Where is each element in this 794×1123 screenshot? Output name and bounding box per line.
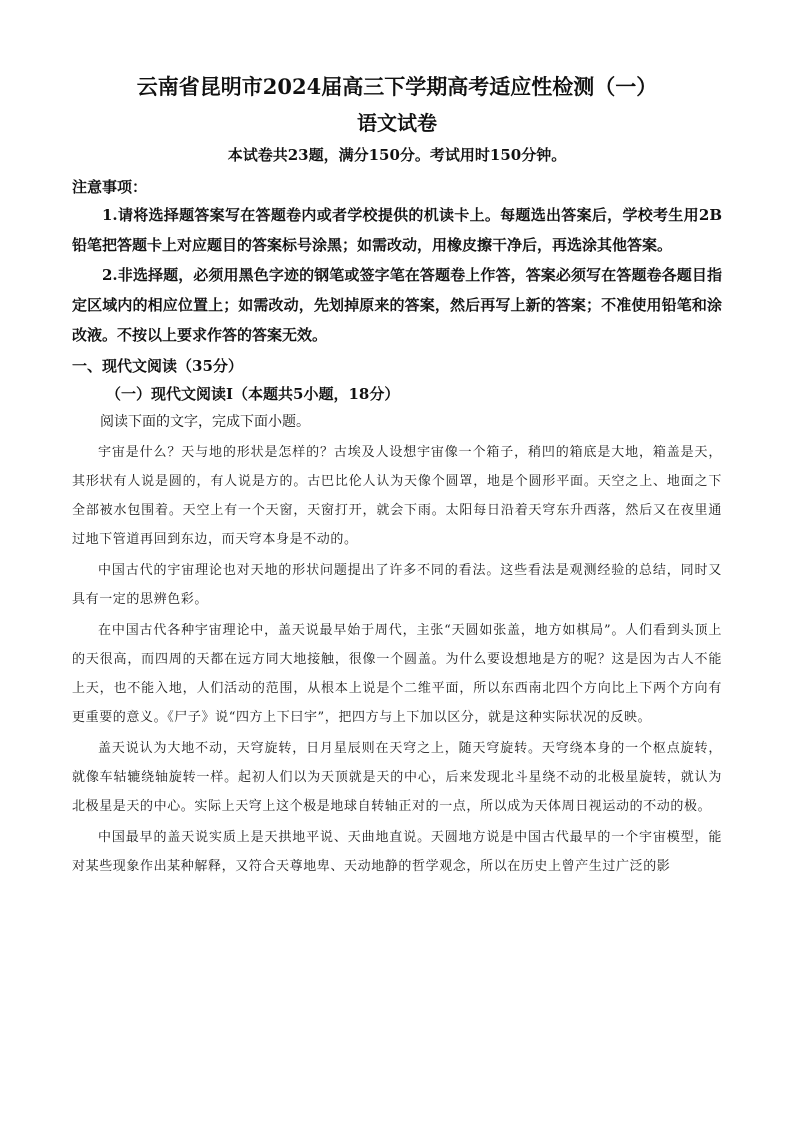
notice-item: 2.非选择题，必须用黑色字迹的钢笔或签字笔在答题卷上作答，答案必须写在答题卷各题目指定区域内的相应位置上；如需改动，先划掉原来的答案，然后再写上新的答案；不准使用铅笔和涂改液。不按以上要求作答的答案无效。 bbox=[72, 266, 722, 344]
section-heading: 一、现代文阅读（35分） bbox=[72, 357, 243, 375]
document-page bbox=[72, 64, 722, 881]
passage-paragraph: 中国古代的宇宙理论也对天地的形状问题提出了许多不同的看法。这些看法是观测经验的总结，同时又具有一定的思辨色彩。 bbox=[72, 563, 722, 607]
notice-item: 1.请将选择题答案写在答题卷内或者学校提供的机读卡上。每题选出答案后，学校考生用2B铅笔把答题卡上对应题目的答案标号涂黑；如需改动，用橡皮擦干净后，再选涂其他答案。 bbox=[72, 206, 722, 254]
document-subtitle: 语文试卷 bbox=[357, 111, 437, 135]
passage-paragraph: 盖天说认为大地不动，天穹旋转，日月星辰则在天穹之上，随天穹旋转。天穹绕本身的一个枢点旋转，就像车轱辘绕轴旋转一样。起初人们以为天顶就是天的中心，后来发现北斗星绕不动的北极星旋转，就认为北极星是天的中心。实际上天穹上这个极是地球自转轴正对的一点，所以成为天体周日视运动的不动的极。 bbox=[72, 741, 722, 814]
passage-paragraph: 宇宙是什么？天与地的形状是怎样的？古埃及人设想宇宙像一个箱子，稍凹的箱底是大地，箱盖是天，其形状有人说是圆的，有人说是方的。古巴比伦人认为天像个圆罩，地是个圆形平面。天空之上、地面之下全部被水包围着。天空上有一个天窗，天窗打开，就会下雨。太阳每日沿着天穹东升西落，然后又在夜里通过地下管道再回到东边，而天穹本身是不动的。 bbox=[72, 445, 722, 547]
exam-meta: 本试卷共23题，满分150分。考试用时150分钟。 bbox=[227, 146, 567, 164]
document-title: 云南省昆明市2024届高三下学期高考适应性检测（一） bbox=[136, 74, 658, 99]
passage-paragraph: 中国最早的盖天说实质上是天拱地平说、天曲地直说。天圆地方说是中国古代最早的一个宇宙模型，能对某些现象作出某种解释，又符合天尊地卑、天动地静的哲学观念，所以在历史上曾产生过广泛的影 bbox=[72, 830, 722, 874]
passage-paragraph: 在中国古代各种宇宙理论中，盖天说最早始于周代，主张“天圆如张盖，地方如棋局”。人们看到头顶上的天很高，而四周的天都在远方同大地接触，很像一个圆盖。为什么要设想地是方的呢？这是因为古人不能上天，也不能入地，人们活动的范围，从根本上说是个二维平面，所以东西南北四个方向比上下两个方向有更重要的意义。《尸子》说“四方上下曰宇”，把四方与上下加以区分，就是这种实际状况的反映。 bbox=[72, 623, 722, 725]
reading-instruction: 阅读下面的文字，完成下面小题。 bbox=[100, 414, 310, 430]
sub-section-heading: （一）现代文阅读Ⅰ（本题共5小题，18分） bbox=[106, 385, 400, 403]
notice-heading: 注意事项： bbox=[72, 178, 148, 196]
